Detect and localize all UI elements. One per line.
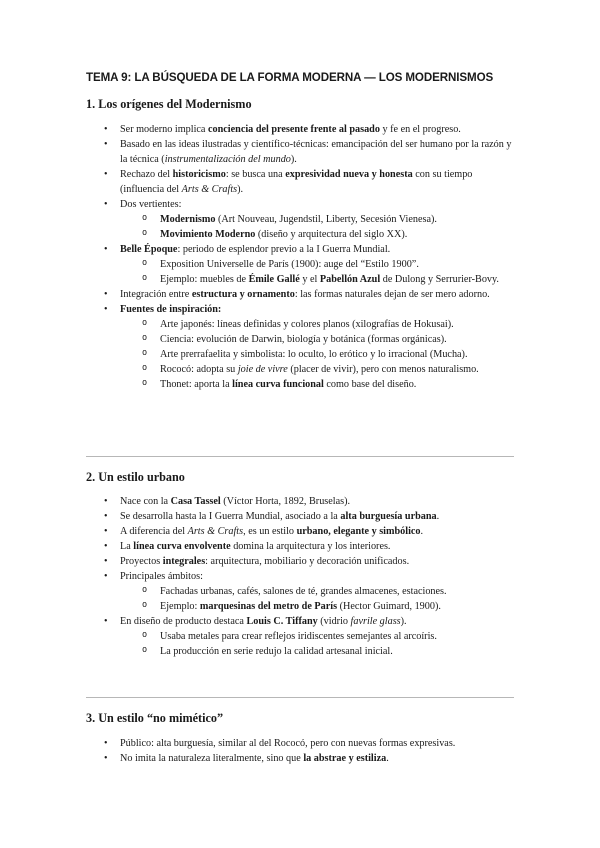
list-item: • Dos vertientes: o Modernismo (Art Nouveau, Jugendstil, Liberty, Secesión Vienesa). o Movimiento Moderno (diseño y arquitectura del siglo XX). xyxy=(86,197,516,242)
sub-list-item: o Arte japonés: líneas definidas y colores planos (xilografías de Hokusai). xyxy=(123,317,516,332)
list-item: • Fuentes de inspiración: o Arte japonés: líneas definidas y colores planos (xilografías de Hokusai). o Ciencia: evolución de Darwin, biología y botánica (formas orgánicas). o Arte prerrafaelita y simbolista: lo oculto, lo erótico y lo irracional (Mucha). o Rococó: adopta su joie de vivre (placer de vivir), pero con menos naturalismo. o Thonet: aporta la línea curva funcional como base del diseño. xyxy=(86,302,516,392)
list-item: • Principales ámbitos: o Fachadas urbanas, cafés, salones de té, grandes almacenes, estaciones. o Ejemplo: marquesinas del metro de París (Hector Guimard, 1900). xyxy=(86,569,516,614)
list-item: • Integración entre estructura y ornamento: las formas naturales dejan de ser mero adorno. xyxy=(86,287,516,302)
list-item: • Basado en las ideas ilustradas y científico-técnicas: emancipación del ser humano por la razón y la técnica (instrumentalización del mundo). xyxy=(86,137,516,167)
list-item: • Belle Époque: periodo de esplendor previo a la I Guerra Mundial. o Exposition Universelle de París (1900): auge del “Estilo 1900”. o Ejemplo: muebles de Émile Gallé y el Pabellón Azul de Dulong y Serrurier-Bovy. xyxy=(86,242,516,287)
section-divider xyxy=(86,697,514,698)
section-1-body xyxy=(86,122,516,392)
sub-list-item: o Ciencia: evolución de Darwin, biología y botánica (formas orgánicas). xyxy=(123,332,516,347)
section-divider xyxy=(86,456,514,457)
sub-list-item: o Exposition Universelle de París (1900): auge del “Estilo 1900”. xyxy=(123,257,516,272)
section-2-body xyxy=(86,494,516,659)
list-item: • Se desarrolla hasta la I Guerra Mundial, asociado a la alta burguesía urbana. xyxy=(86,509,516,524)
list-item: • La línea curva envolvente domina la arquitectura y los interiores. xyxy=(86,539,516,554)
section-2-heading: 2. Un estilo urbano xyxy=(86,470,185,484)
list-item: • Rechazo del historicismo: se busca una expresividad nueva y honesta con su tiempo (influencia del Arts & Crafts). xyxy=(86,167,516,197)
sub-list-item: o Ejemplo: marquesinas del metro de París (Hector Guimard, 1900). xyxy=(123,599,516,614)
section-3-body xyxy=(86,736,516,766)
sub-list-item: o Fachadas urbanas, cafés, salones de té, grandes almacenes, estaciones. xyxy=(123,584,516,599)
sub-list-item: o Thonet: aporta la línea curva funcional como base del diseño. xyxy=(123,377,516,392)
list-item: • En diseño de producto destaca Louis C. Tiffany (vidrio favrile glass). o Usaba metales para crear reflejos iridiscentes semejantes al arcoíris. o La producción en serie redujo la calidad artesanal inicial. xyxy=(86,614,516,659)
document-title: TEMA 9: LA BÚSQUEDA DE LA FORMA MODERNA — LOS MODERNISMOS xyxy=(86,71,494,84)
list-item: • No imita la naturaleza literalmente, sino que la abstrae y estiliza. xyxy=(86,751,516,766)
sub-list-item: o Ejemplo: muebles de Émile Gallé y el Pabellón Azul de Dulong y Serrurier-Bovy. xyxy=(123,272,516,287)
sub-list-item: o La producción en serie redujo la calidad artesanal inicial. xyxy=(123,644,516,659)
list-item: • A diferencia del Arts & Crafts, es un estilo urbano, elegante y simbólico. xyxy=(86,524,516,539)
sub-list-item: o Rococó: adopta su joie de vivre (placer de vivir), pero con menos naturalismo. xyxy=(123,362,516,377)
list-item: • Proyectos integrales: arquitectura, mobiliario y decoración unificados. xyxy=(86,554,516,569)
sub-list-item: o Modernismo (Art Nouveau, Jugendstil, Liberty, Secesión Vienesa). xyxy=(123,212,516,227)
list-item: • Nace con la Casa Tassel (Víctor Horta, 1892, Bruselas). xyxy=(86,494,516,509)
sub-list-item: o Usaba metales para crear reflejos iridiscentes semejantes al arcoíris. xyxy=(123,629,516,644)
sub-list-item: o Arte prerrafaelita y simbolista: lo oculto, lo erótico y lo irracional (Mucha). xyxy=(123,347,516,362)
list-item: • Ser moderno implica conciencia del presente frente al pasado y fe en el progreso. xyxy=(86,122,516,137)
list-item: • Público: alta burguesía, similar al del Rococó, pero con nuevas formas expresivas. xyxy=(86,736,516,751)
sub-list-item: o Movimiento Moderno (diseño y arquitectura del siglo XX). xyxy=(123,227,516,242)
section-3-heading: 3. Un estilo “no mimético” xyxy=(86,711,224,725)
section-1-heading: 1. Los orígenes del Modernismo xyxy=(86,97,252,111)
